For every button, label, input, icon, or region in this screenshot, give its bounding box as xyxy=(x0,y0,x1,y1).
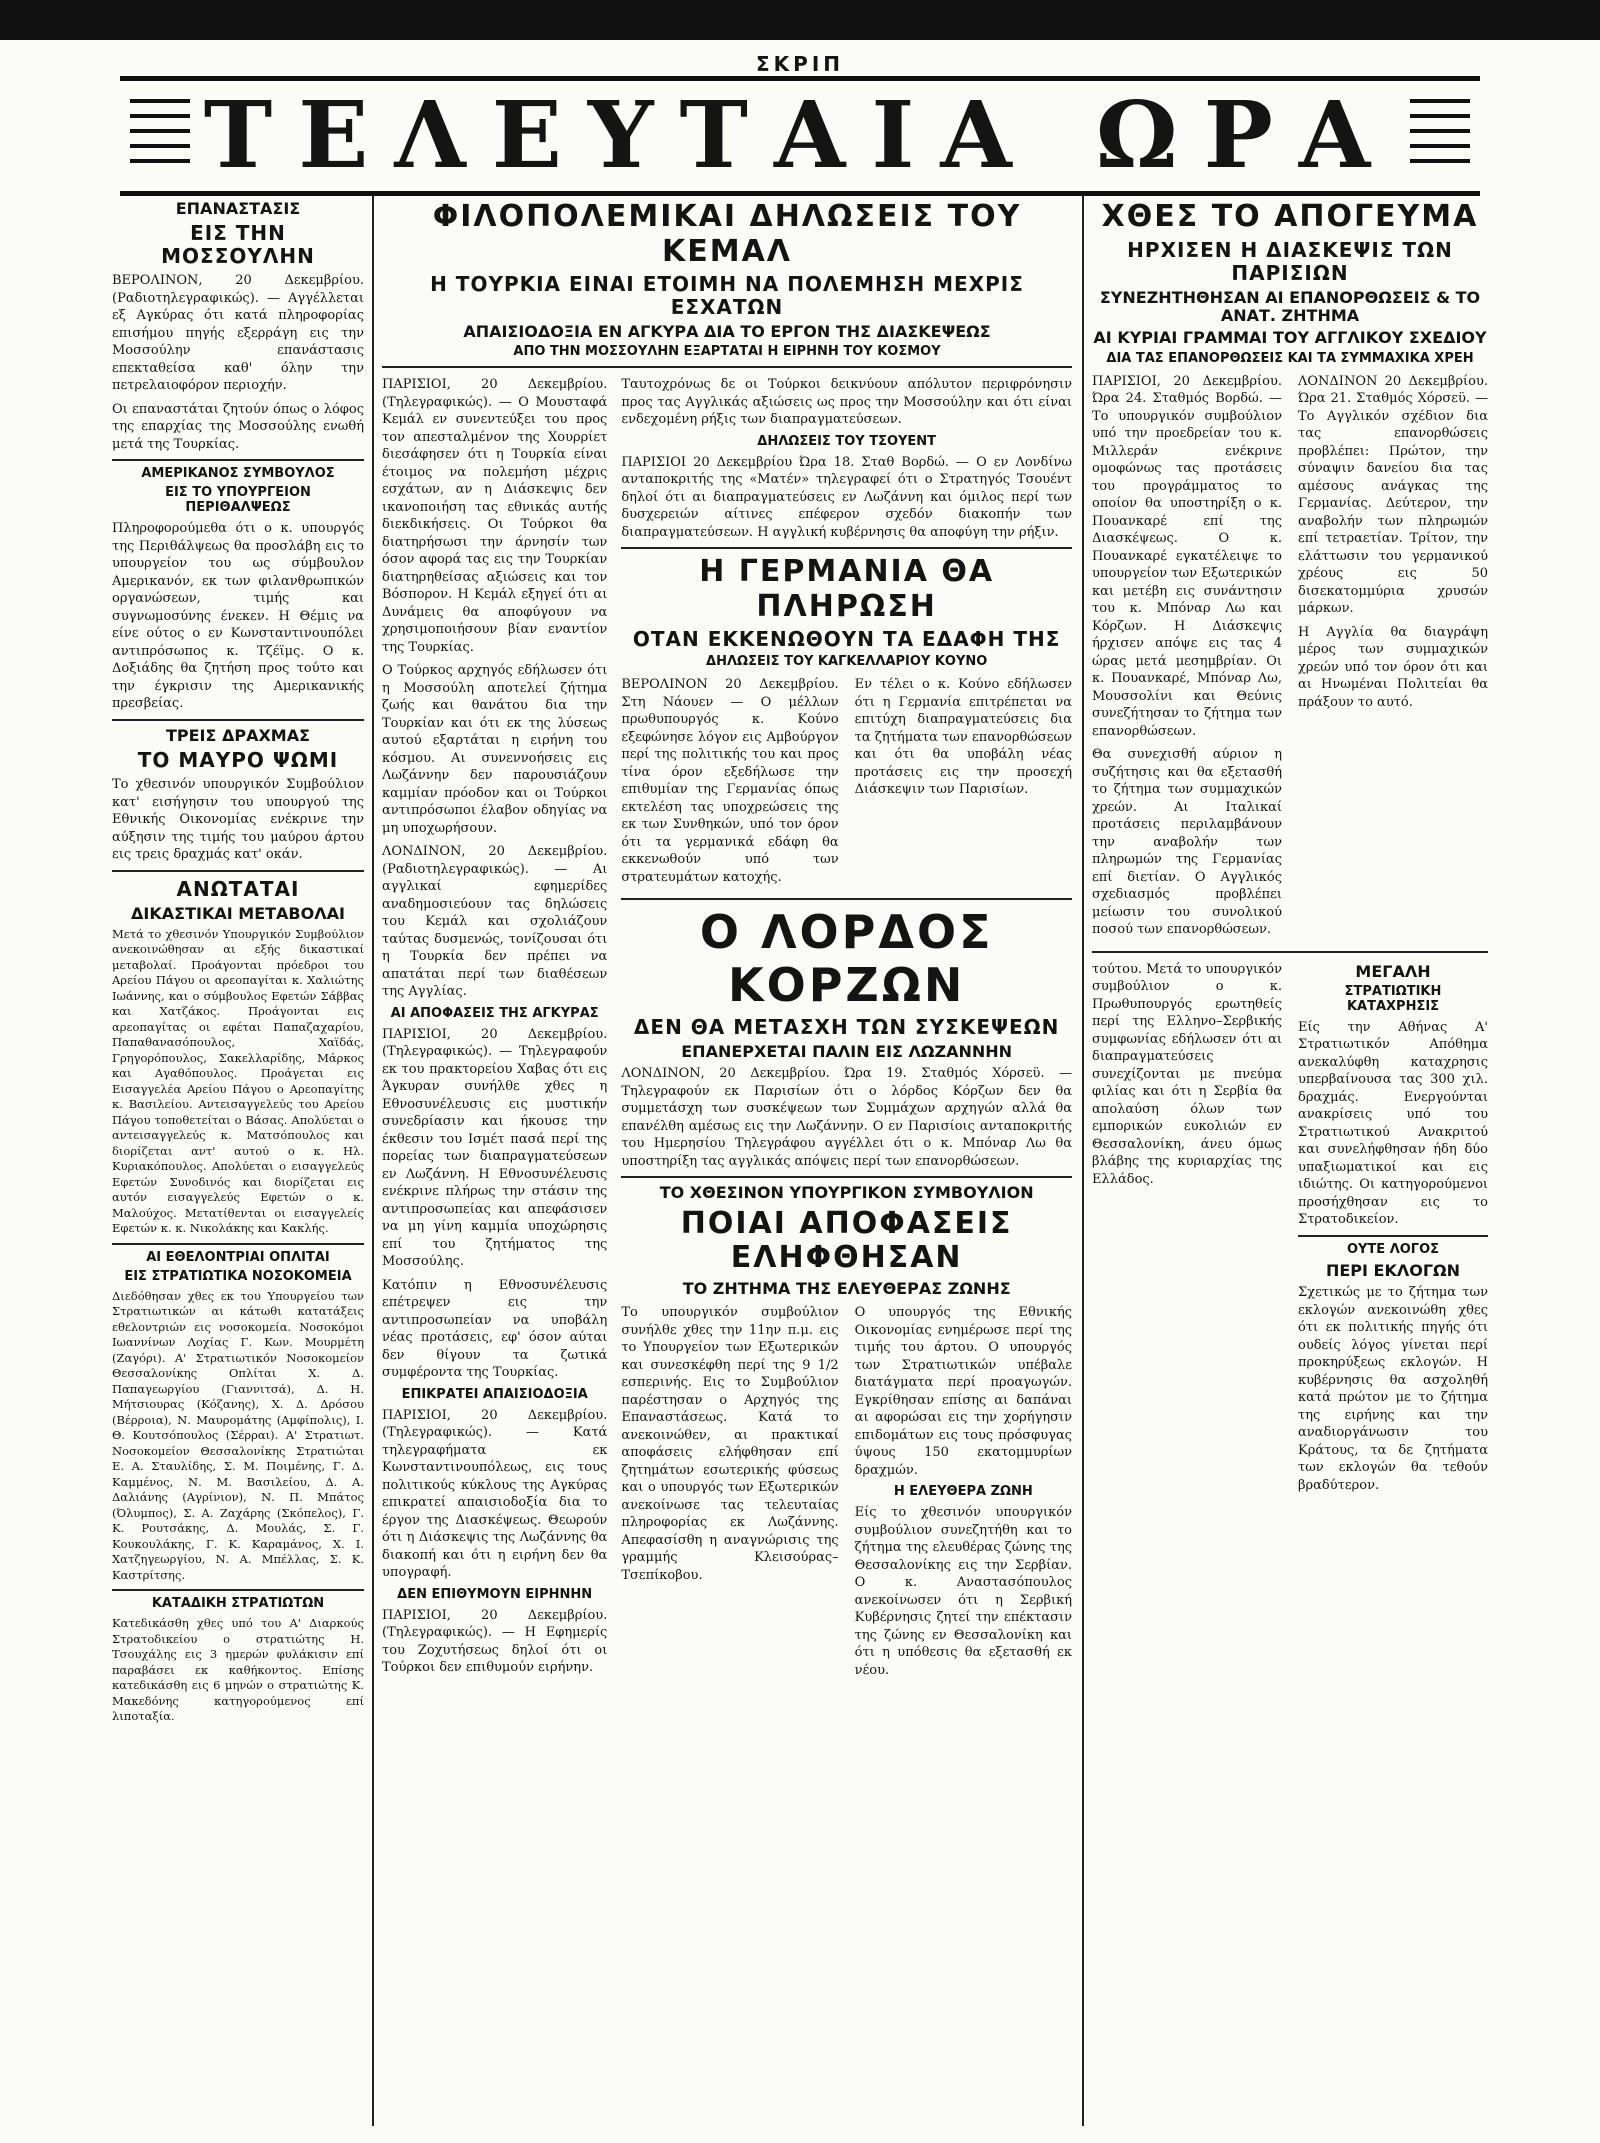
article-col-wide xyxy=(621,374,1072,1685)
article-text: ΠΑΡΙΣΙΟΙ, 20 Δεκεμβρίου. (Τηλεγραφικώς). — Ο Μουσταφά Κεμάλ εν συνεντεύξει του προς τον απεσταλμένον της Χουρρίετ διεσάφησεν ότι η Τουρκία είναι έτοιμος να πολεμήση μέχρις εσχάτων, αν η Διάσκεψις δεν ικανοποιήση τας εθνικάς αυτής διεκδικήσεις. Οι Τούρκοι θα διατηρήσωσι την άρνησίν των όσον αφορά τας εις την Τουρκίαν διατηρηθείσας αξιώσεις και τον Βόσπορον. Η Κεμάλ εξηγεί ότι αι Δυνάμεις θα αποφύγουν να χρησιμοποιήσουν βίαν εναντίον της Τουρκίας. xyxy=(382,377,608,655)
headline: ΑΠΟ ΤΗΝ ΜΟΣΣΟΥΛΗΝ ΕΞΑΡΤΑΤΑΙ Η ΕΙΡΗΝΗ ΤΟΥ ΚΟΣΜΟΥ xyxy=(513,344,941,360)
headline: ΕΙΣ ΤΗΝ ΜΟΣΣΟΥΛΗΝ xyxy=(161,221,315,269)
column-right xyxy=(1092,196,1488,2136)
headline: ΤΟ ΧΘΕΣΙΝΟΝ ΥΠΟΥΡΓΙΚΟΝ ΣΥΜΒΟΥΛΙΟΝ xyxy=(659,1183,1034,1203)
headline: ΔΕΝ ΘΑ ΜΕΤΑΣΧΗ ΤΩΝ ΣΥΣΚΕΨΕΩΝ xyxy=(633,1014,1060,1039)
article-text: ΠΑΡΙΣΙΟΙ, 20 Δεκεμβρίου. (Τηλεγραφικώς). — Κατά τηλεγραφήματα εκ Κωνσταντινουπόλεως, εις τους πολιτικούς κύκλους της Αγκύρας επικρατεί απαισιοδοξία δια το έργον της Διασκέψεως. Θεωρούν ότι η Διάσκεψις της Λωζάννης θα διακοπή και ότι η ειρήνη δεν θα υπογραφή. xyxy=(382,1407,608,1581)
article-text: Το χθεσινόν υπουργικόν Συμβούλιον κατ' εισήγησιν του υπουργού της Εθνικής Οικονομίας ενέκρινε την αύξησιν της τιμής του μαύρου άρτου εις τρεις δραχμάς κατ' οκάν. xyxy=(112,777,364,863)
article-text: Ταυτοχρόνως δε οι Τούρκοι δεικνύουν απόλυτον περιφρόνησιν προς τας Αγγλικάς αξιώσεις ως προς την Μοσσούλην και ότι είναι ενδεχομένη ρήξις των διαπραγματεύσεων. xyxy=(621,377,1072,428)
article-text: ΒΕΡΟΛΙΝΟΝ, 20 Δεκεμβρίου. (Ραδιοτηλεγραφικώς). — Αγγέλλεται εξ Αγκύρας ότι κατά πληροφορίας επισήμου πηγής εξερράγη εις την Μοσσούλην επανάστασις επεκταθείσα καθ' όλην την πετρελαιοφόρον περιοχήν. xyxy=(112,273,364,394)
headline: ΑΙ ΚΥΡΙΑΙ ΓΡΑΜΜΑΙ ΤΟΥ ΑΓΓΛΙΚΟΥ ΣΧΕΔΙΟΥ xyxy=(1093,328,1487,348)
headline: ΑΠΑΙΣΙΟΔΟΞΙΑ ΕΝ ΑΓΚΥΡΑ ΔΙΑ ΤΟ ΕΡΓΟΝ ΤΗΣ ΔΙΑΣΚΕΨΕΩΣ xyxy=(463,322,991,341)
article-text: τούτου. Μετά το υπουργικόν συμβούλιον ο κ. Πρωθυπουργός ερωτηθείς περί της Ελληνο–Σερβικής συμφωνίας εδήλωσεν ότι αι διαπραγματεύσεις συνεχίζονται με πνεύμα φιλίας και ότι η Σερβία θα απολαύση όλων των εμπορικών ευκολιών εν Θεσσαλονίκη, άνευ όμως βλάβης της κυριαρχίας της Ελλάδος. xyxy=(1092,961,1282,1187)
headline: ΤΡΕΙΣ ΔΡΑΧΜΑΣ xyxy=(165,725,311,745)
subheadline: ΕΠΙΚΡΑΤΕΙ ΑΠΑΙΣΙΟΔΟΞΙΑ xyxy=(401,1386,588,1402)
headline: ΑΙ ΕΘΕΛΟΝΤΡΙΑΙ ΟΠΛΙΤΑΙ xyxy=(146,1249,330,1265)
article-text: Κατεδικάσθη χθες υπό του Α' Διαρκούς Στρατοδικείου ο στρατιώτης Η. Τσουχάλης εις 3 ημερών φυλάκισιν επί παραβάσει εκ καθήκοντος. Επίσης κατεδικάσθη εις 6 μηνών ο στρατιώτης Κ. Μακεδόνης κατηγορούμενος επί λιποταξία. xyxy=(112,1616,364,1724)
divider xyxy=(1092,951,1488,953)
column-rule xyxy=(372,196,374,2126)
headline: Η ΤΟΥΡΚΙΑ ΕΙΝΑΙ ΕΤΟΙΜΗ ΝΑ ΠΟΛΕΜΗΣΗ ΜΕΧΡΙΣ ΕΣΧΑΤΩΝ xyxy=(430,272,1024,319)
article-col xyxy=(382,374,607,1685)
article-text: ΛΟΝΔΙΝΟΝ 20 Δεκεμβρίου. Ώρα 21. Σταθμός Χόρσεϋ. — Το Αγγλικόν σχέδιον δια τας επανορθώσεις προβλέπει: Πρώτον, την σύναψιν δανείου δια τας αμέσους ανάγκας της Γερμανίας. Δεύτερον, την αναβολήν των πληρωμών επί τετραετίαν. Τρίτον, την ελάττωσιν του γερμανικού χρέους εις 50 δισεκατομμύρια χρυσών μάρκων. xyxy=(1298,373,1488,617)
headline: ΚΑΤΑΔΙΚΗ ΣΤΡΑΤΙΩΤΩΝ xyxy=(151,1596,325,1612)
headline: ΜΕΓΑΛΗ xyxy=(1355,961,1431,981)
headline: ΑΜΕΡΙΚΑΝΟΣ ΣΥΜΒΟΥΛΟΣ xyxy=(141,466,335,482)
divider xyxy=(621,547,1072,549)
article-col xyxy=(1298,371,1488,945)
article-text: Ο υπουργός της Εθνικής Οικονομίας ενημέρωσε περί της τιμής του άρτου. Ο υπουργός των Στρατιωτικών υπέβαλε διατάγματα περί προαγωγών. Εγκρίθησαν επίσης αι δαπάναι αι αφορώσαι εις την χορήγησιν επιδομάτων εις τους πρόσφυγας ύψους 150 εκατομμυρίων δραχμών. xyxy=(854,1305,1072,1478)
article-text: Διεδόθησαν χθες εκ του Υπουργείου των Στρατιωτικών αι κάτωθι κατατάξεις εθελοντριών εις νοσοκομεία. Νοσοκόμοι Ιωαννίνων Λοχίας Γ. Κων. Μουρμέτη (Ζαγόρι). Α' Στρατιωτικόν Νοσοκομείον Θεσσαλονίκης Οπλίται Χ. Δ. Παπαγεωργίου (Γιαννιτσά), Δ. Η. Μήτσιουρας (Κόζανης), Χ. Δ. Δρόσου (Βέρροια), Ν. Μαυρομάτης (Αμφίπολις), Ι. Θ. Κουτσόπουλος (Σέρραι). Α' Στρατιωτ. Νοσοκομείον Θεσσαλονίκης Στρατιώται Ε. Α. Σταυλίδης, Σ. Μ. Ποιμένης, Γ. Δ. Καμμένος, Ν. Μ. Βασιλείου, Δ. Α. Δαλιάνης (Αγρίνιον), Ν. Π. Μπάτος (Όλυμπος), Σ. Α. Ζαχάρης (Σκόπελος), Γ. Κ. Ρουτσάκης, Δ. Μουλάς, Σ. Γ. Κουκουλάκης, Γ. Κ. Καραμάνος, Χ. Ι. Χατζηγεωργίου, Ν. Α. Μπέλλας, Σ. Κ. Καστρίτσης. xyxy=(112,1288,364,1582)
article-text: Είς το χθεσινόν υπουργικόν συμβούλιον συνεζητήθη και το ζήτημα της ελευθέρας ζώνης της Θεσσαλονίκης εις την Σερβίαν. Ο κ. Αναστασόπουλος ανεκοίνωσεν ότι η Σερβική Κυβέρνησις ζητεί την επέκτασιν της ζώνης εν Θεσσαλονίκη και ότι η υπόθεσις θα εξετασθή εκ νέου. xyxy=(854,1505,1072,1678)
divider xyxy=(112,719,364,721)
headline: ΔΙΚΑΣΤΙΚΑΙ ΜΕΤΑΒΟΛΑΙ xyxy=(131,903,345,923)
divider xyxy=(1298,1235,1488,1237)
subheadline: ΔΗΛΩΣΕΙΣ ΤΟΥ ΤΣΟΥΕΝΤ xyxy=(757,433,937,449)
headline: ΣΥΝΕΖΗΤΗΘΗΣΑΝ ΑΙ ΕΠΑΝΟΡΘΩΣΕΙΣ & ΤΟ ΑΝΑΤ. ΖΗΤΗΜΑ xyxy=(1099,287,1481,325)
headline: ΕΙΣ ΤΟ ΥΠΟΥΡΓΕΙΟΝ ΠΕΡΙΘΑΛΨΕΩΣ xyxy=(165,485,311,516)
divider xyxy=(621,898,1072,900)
subheadline: Η ΕΛΕΥΘΕΡΑ ΖΩΝΗ xyxy=(893,1484,1033,1500)
headline: ΤΟ ΖΗΤΗΜΑ ΤΗΣ ΕΛΕΥΘΕΡΑΣ ΖΩΝΗΣ xyxy=(682,1278,1011,1298)
headline-main: ΦΙΛΟΠΟΛΕΜΙΚΑΙ ΔΗΛΩΣΕΙΣ ΤΟΥ ΚΕΜΑΛ xyxy=(432,199,1022,269)
headline: ΕΠΑΝΕΡΧΕΤΑΙ ΠΑΛΙΝ ΕΙΣ ΛΩΖΑΝΝΗΝ xyxy=(681,1041,1013,1061)
article-columns xyxy=(621,1302,1072,1685)
divider xyxy=(382,366,1072,368)
divider xyxy=(112,459,364,461)
headline: ΗΡΧΙΣΕΝ Η ΔΙΑΣΚΕΨΙΣ ΤΩΝ ΠΑΡΙΣΙΩΝ xyxy=(1127,237,1453,285)
article-text: Εν τέλει ο κ. Κούνο εδήλωσεν ότι η Γερμανία επιτρέπεται να επιτύχη διαπραγματεύσεις δια τα ζητήματα των επανορθώσεων και ότι θα υποβάλη νέας προτάσεις εις την προσεχή Διάσκεψιν των Παρισίων. xyxy=(854,677,1072,798)
article-text: Κατόπιν η Εθνοσυνέλευσις επέτρεψεν εις την αντιπροσωπείαν να υποβάλη νέας προτάσεις, εφ' όσον αύται δεν θίγουν τα ζωτικά συμφέροντα της Τουρκίας. xyxy=(382,1277,608,1381)
divider xyxy=(112,870,364,872)
article-text: ΠΑΡΙΣΙΟΙ 20 Δεκεμβρίου Ώρα 18. Σταθ Βορδώ. — Ο εν Λονδίνω ανταποκριτής της «Ματέν» τηλεγραφεί ότι ο Στρατηγός Τσουέντ δηλοί ότι αι διαπραγματεύσεις εν Λωζάννη και όμιλος περί των δυσχερειών αίτινες επέφερον σχεδόν διακοπήν των διαπραγματεύσεων. Η αγγλική κυβέρνησις θα αποφύγη την ρήξιν. xyxy=(621,454,1072,540)
article-columns xyxy=(1092,959,1488,1501)
article-columns xyxy=(621,674,1072,892)
headline: ΟΥΤΕ ΛΟΓΟΣ xyxy=(1346,1241,1440,1257)
headline: ΠΕΡΙ ΕΚΛΟΓΩΝ xyxy=(1325,1260,1461,1280)
article-text: Πληροφορούμεθα ότι ο κ. υπουργός της Περιθάλψεως θα προσλάβη εις το υπουργείον του ως σύμβουλον Αμερικανόν, εκ των φιλανθρωπικών οργανώσεων, τιμής και συγνωμοσύνης ένεκεν. Η Θέμις να είνε ούτος ο εν Κωνσταντινουπόλει αντιπρόσωπος κ. Τζέϊμς. Ο κ. Δοξιάδης θα ζητήση προς τούτο και την έγκρισιν της Αμερικανικής πρεσβείας. xyxy=(112,521,364,712)
headline: ΟΤΑΝ ΕΚΚΕΝΩΘΟΥΝ ΤΑ ΕΔΑΦΗ ΤΗΣ xyxy=(632,627,1061,652)
article-text: Είς την Αθήνας Α' Στρατιωτικόν Απόθημα ανεκαλύφθη καταχρησις υπερβαίνουσα τας 300 χιλ. δραχμάς. Ενεργούνται ανακρίσεις υπό του Στρατιωτικού Ανακριτού και συνελήφθησαν ήδη δύο υπαξιωματικοί και εις ιδιώτης. Οι κατηγορούμενοι προσήχθησαν εις το Στρατοδικείον. xyxy=(1298,1019,1488,1228)
paper-name: ΣΚΡΙΠ xyxy=(756,52,844,76)
article-text: Το υπουργικόν συμβούλιον συνήλθε χθες την 11ην π.μ. εις το Υπουργείον των Εξωτερικών και συνεσκέφθη περί της 9 1/2 εσπερινής. Εις το Συμβούλιον παρέστησαν ο Αρχηγός της Επαναστάσεως. Κατά το ανεκοινώθεν, αι πρακτικαί αποφάσεις ελήφθησαν επί ζητημάτων εσωτερικής φύσεως και ο υπουργός των Εξωτερικών ανεκοίνωσε τας τελευταίας πληροφορίας εκ Λωζάννης. Απεφασίσθη η αναγνώρισις της γραμμής Κλεισούρας–Τσεπίκοβου. xyxy=(621,1305,839,1583)
divider xyxy=(112,1589,364,1591)
headline: ΕΙΣ ΣΤΡΑΤΙΩΤΙΚΑ ΝΟΣΟΚΟΜΕΙΑ xyxy=(124,1268,352,1284)
article-text: ΛΟΝΔΙΝΟΝ, 20 Δεκεμβρίου. (Ραδιοτηλεγραφικώς). — Αι αγγλικαί εφημερίδες αναδημοσιεύουν τας δηλώσεις του Κεμάλ και σχολιάζουν ταύτας δυσμενώς, τονίζουσαι ότι η Τουρκία δεν πρέπει να απατάται περί των διαθέσεων της Αγγλίας. xyxy=(382,844,608,1000)
headline: Ο ΛΟΡΔΟΣ ΚΟΡΖΩΝ xyxy=(699,905,994,1013)
section-banner xyxy=(120,76,1480,196)
article-text: Οι επαναστάται ζητούν όπως ο λόφος της επαρχίας της Μοσσούλης ενωθή μετά της Τουρκίας. xyxy=(112,401,364,452)
divider xyxy=(112,1243,364,1245)
subheadline: ΑΙ ΑΠΟΦΑΣΕΙΣ ΤΗΣ ΑΓΚΥΡΑΣ xyxy=(390,1005,599,1021)
article-text: ΠΑΡΙΣΙΟΙ, 20 Δεκεμβρίου. (Τηλεγραφικώς). — Τηλεγραφούν εκ του πρακτορείου Χαβας ότι εις Άγκυραν συνήλθε χθες η Εθνοσυνέλευσις εις μυστικήν συνεδρίασιν και ήκουσε την έκθεσιν του Ισμέτ πασά περί της πορείας των διαπραγματεύσεων εν Λωζάννη. Η Εθνοσυνέλευσις ενέκρινε πλήρως την στάσιν της αντιπροσωπείας και απεφάσισεν να μη γίνη καμμία υποχώρησις επί του ζητήματος της Μοσσούλης. xyxy=(382,1026,608,1270)
article-text: Θα συνεχισθή αύριον η συζήτησις και θα εξετασθή το ζήτημα των συμμαχικών χρεών. Αι Ιταλικαί προτάσεις περιλαμβάνουν την αναβολήν των πληρωμών της Γερμανίας επί διετίαν. Ο Αγγλικός σχεδιασμός προβλέπει μείωσιν του συνολικού ποσού των επανορθώσεων. xyxy=(1092,747,1282,938)
article-text: ΒΕΡΟΛΙΝΟΝ 20 Δεκεμβρίου. Στη Νάουεν — Ο μέλλων πρωθυπουργός κ. Κούνο εξεφώνησε λόγον εις Αμβούργον περί της πολιτικής του και προς τίνα όρον εξεδήλωσε την επιθυμίαν της Γερμανίας όπως εκτελέση τας υποχρεώσεις της εκ των Συνθηκών, υπό τον όρον ότι τα γερμανικά εδάφη θα εκκενωθούν υπό των στρατευμάτων κατοχής. xyxy=(621,677,839,885)
headline: ΔΙΑ ΤΑΣ ΕΠΑΝΟΡΘΩΣΕΙΣ ΚΑΙ ΤΑ ΣΥΜΜΑΧΙΚΑ ΧΡΕΗ xyxy=(1106,350,1474,366)
column-center xyxy=(382,196,1072,2136)
top-black-band xyxy=(0,0,1600,40)
article-text: Σχετικώς με το ζήτημα των εκλογών ανεκοινώθη χθες ότι εκ πολιτικής πηγής ότι ουδείς λόγος γίνεται περί προκηρύξεως εκλογών. Η κυβέρνησις θα ασχοληθή κατά πρώτον με το ζήτημα της ειρήνης και την αναδιοργάνωσιν του Κράτους, τα δε ζητήματα των εκλογών θα τεθούν βραδύτερον. xyxy=(1298,1285,1488,1493)
column-rule xyxy=(1082,196,1084,2126)
article-col xyxy=(1092,371,1282,945)
article-columns xyxy=(1092,371,1488,945)
headline: ΑΝΩΤΑΤΑΙ xyxy=(176,876,300,901)
subheadline: ΔΕΝ ΕΠΙΘΥΜΟΥΝ ΕΙΡΗΝΗΝ xyxy=(397,1586,593,1602)
article-text: Η Αγγλία θα διαγράψη μέρος των συμμαχικών χρεών υπό τον όρον ότι και αι Ηνωμέναι Πολιτείαι θα πράξουν το αυτό. xyxy=(1298,624,1488,710)
article-text: Μετά το χθεσινόν Υπουργικόν Συμβούλιον ανεκοινώθησαν αι εξής δικαστικαί μεταβολαί. Προάγονται πρόεδροι του Αρείου Πάγου οι αρεοπαγίται κ. Χαλιώτης Ιωάννης, και ο σύμβουλος Εφετών Σάββας και Χατζάκος. Προάγονται εις αρεοπαγίτας οι εφέται Παπαζαχαρίου, Παπαθανασόπουλος, Χαϊδάς, Γρηγορόπουλος, Σακελλαρίδης, Μάρκος και Αγαθόπουλος. Προάγεται εις Εισαγγελέα Αρείου Πάγου ο Αρεοπαγίτης κ. Βασιλείου. Αντεισαγγελεύς του Αρείου Πάγου τοποθετείται ο Βάσας. Απολύεται ο αντεισαγγελεύς κ. Ματσόπουλος και διορίζεται αντ' αυτού ο κ. Ηλ. Κυριακόπουλος. Απολύεται ο εισαγγελεύς Εφετών Συνοδινός και διορίζεται εις αυτόν εισαγγελεύς Εφετών ο κ. Μαλούχος. Μετατίθενται οι εισαγγελείς Εφετών κ. κ. Νικολάκης και Κακλής. xyxy=(112,926,364,1236)
headline: ΣΤΡΑΤΙΩΤΙΚΗ ΚΑΤΑΧΡΗΣΙΣ xyxy=(1344,984,1442,1014)
headline: ΔΗΛΩΣΕΙΣ ΤΟΥ ΚΑΓΚΕΛΛΑΡΙΟΥ ΚΟΥΝΟ xyxy=(706,654,988,670)
headline: ΠΟΙΑΙ ΑΠΟΦΑΣΕΙΣ ΕΛΗΦΘΗΣΑΝ xyxy=(680,1205,1013,1276)
article-text: ΠΑΡΙΣΙΟΙ, 20 Δεκεμβρίου. (Τηλεγραφικώς). — Η Εφημερίς του Ζοχυτήσεως δηλοί ότι οι Τούρκοι δεν επιθυμούν ειρήνην. xyxy=(382,1607,608,1676)
article-col xyxy=(1298,959,1488,1501)
article-col xyxy=(855,1302,1072,1685)
article-text: ΛΟΝΔΙΝΟΝ, 20 Δεκεμβρίου. Ώρα 19. Σταθμός Χόρσεϋ. — Τηλεγραφούν εκ Παρισίων ότι ο λόρδος Κόρζων δεν θα συμμετάσχη των συσκέψεων των Συμμάχων αρχηγών αλλά θα επανέλθη αμέσως εις την Λωζάννην. Ο εν Παρισίοις ανταποκριτής του Ημερησίου Τηλεγράφου αγγέλλει ότι ο κ. Μπόναρ Λω θα υποστηρίξη τας αγγλικάς απόψεις περί των επανορθώσεων. xyxy=(621,1066,1072,1169)
article-text: ΠΑΡΙΣΙΟΙ, 20 Δεκεμβρίου. Ώρα 24. Σταθμός Βορδώ. — Το υπουργικόν συμβούλιον υπό την προεδρείαν του κ. Μιλλεράν ενέκρινε ομοφώνως τας προτάσεις του προγράμματος το οποίον θα υποστηρίξη ο κ. Πουανκαρέ επί της Διασκέψεως. Ο κ. Πουανκαρέ εγκατέλειψε το υπουργείον των Εξωτερικών και μετέβη εις συνάντησιν του κ. Μπόναρ Λω και Κόρζων. Η Διάσκεψις ήρχισεν απόψε εις τας 4 ώρας μετά μεσημβρίαν. Οι κ. Πουανκαρέ, Μπόναρ Λω, Μουσσολίνι και Θεύνις συνεζήτησαν το ζήτημα των επανορθώσεων. xyxy=(1092,373,1282,739)
headline-main: ΧΘΕΣ ΤΟ ΑΠΟΓΕΥΜΑ xyxy=(1101,199,1479,234)
headline: ΤΟ ΜΑΥΡΟ ΨΩΜΙ xyxy=(137,748,339,773)
headline: ΕΠΑΝΑΣΤΑΣΙΣ xyxy=(175,199,301,218)
ornament-staff-right xyxy=(1410,99,1470,169)
section-title: ΤΕΛΕΥΤΑΙΑ ΩΡΑ xyxy=(203,81,1397,189)
divider xyxy=(621,1176,1072,1178)
article-text: Ο Τούρκος αρχηγός εδήλωσεν ότι η Μοσσούλη αποτελεί ζήτημα ζωής και θανάτου δια την Τουρκίαν και ότι εκ της λύσεως αυτού εξαρτάται η ειρήνη του κόσμου. Αι συνεννοήσεις εις Λωζάννην δεν παρουσιάζουν καμμίαν πρόοδον και οι Τούρκοι αντιπρόσωποι έλαβον οδηγίας να μη υποχωρήσουν. xyxy=(382,663,608,836)
article-columns xyxy=(382,374,1072,1685)
column-left xyxy=(112,196,364,2136)
headline: Η ΓΕΡΜΑΝΙΑ ΘΑ ΠΛΗΡΩΣΗ xyxy=(699,554,995,624)
